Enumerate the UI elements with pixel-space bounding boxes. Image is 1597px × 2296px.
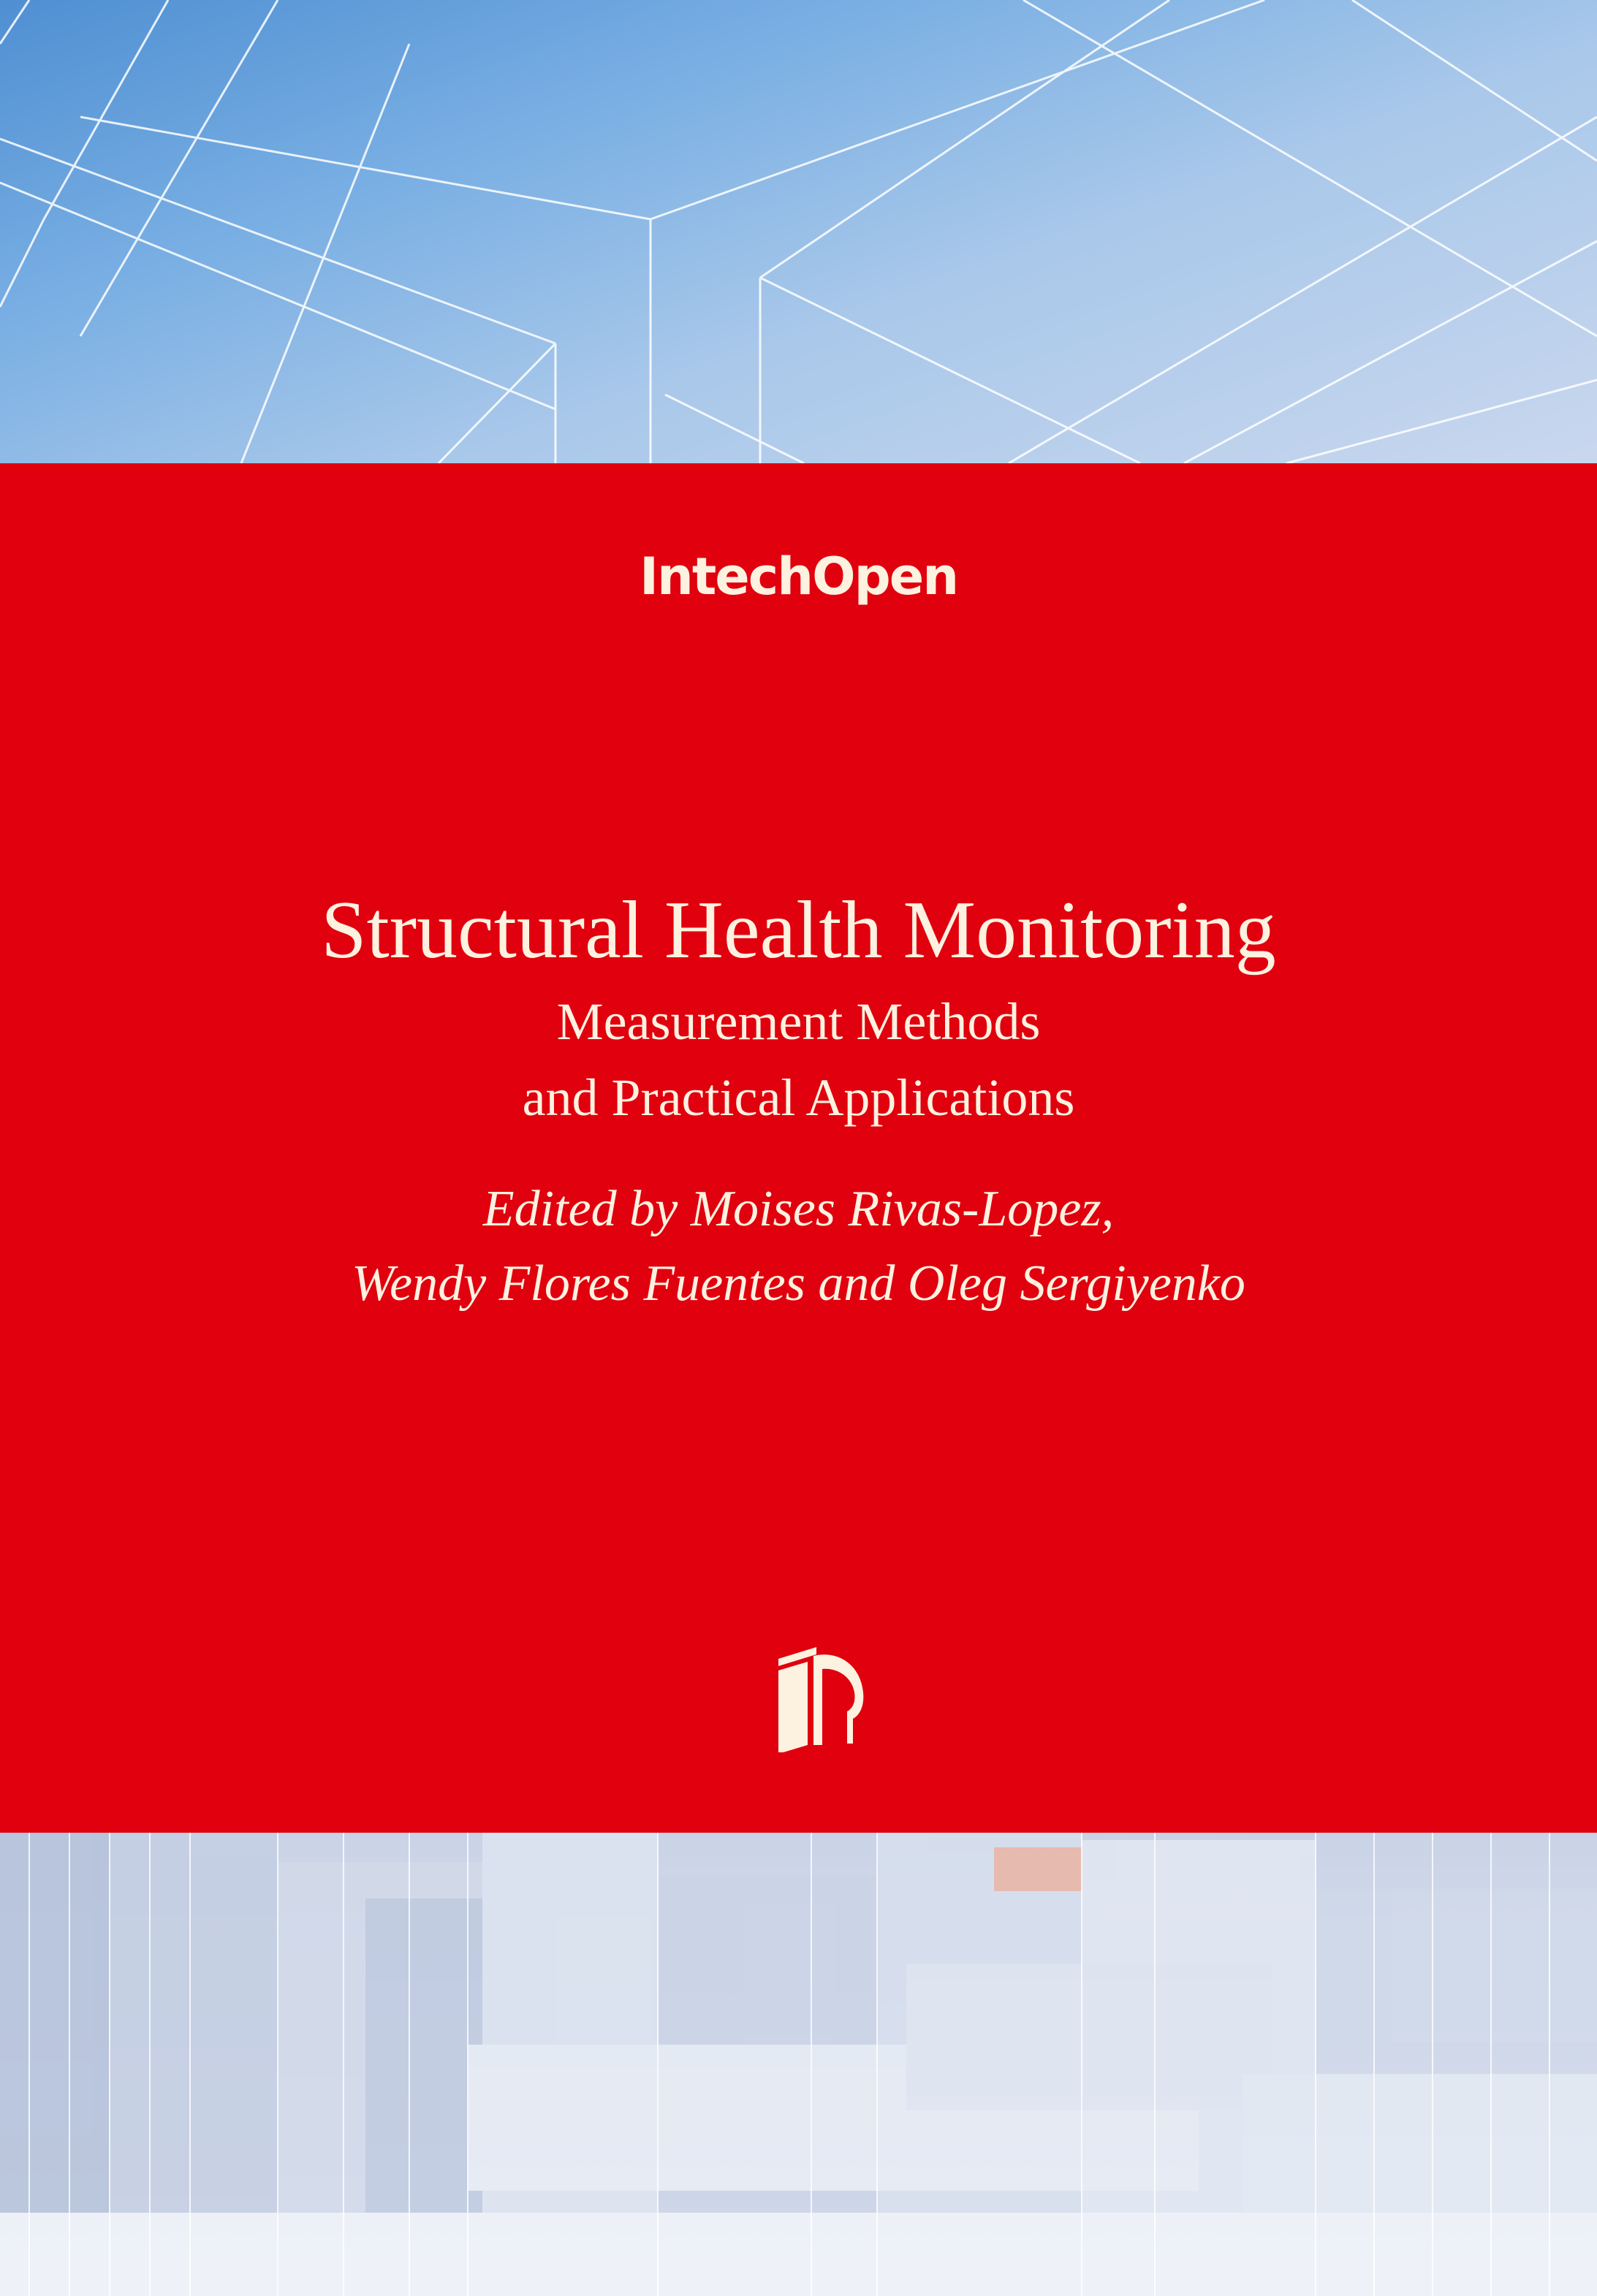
editors-line: Edited by Moises Rivas-Lopez, (482, 1181, 1115, 1237)
top-architecture-image (0, 0, 1597, 463)
bottom-city-image (0, 1833, 1597, 2296)
building-blocks (0, 1833, 1597, 2296)
book-title: Structural Health Monitoring (321, 885, 1276, 976)
book-subtitle (0, 984, 1597, 1136)
subtitle-line: Measurement Methods (556, 992, 1041, 1051)
intechopen-elephant-book-icon (771, 1635, 888, 1752)
editors (0, 1172, 1597, 1321)
subtitle-line: and Practical Applications (522, 1068, 1075, 1127)
editors-line: Wendy Flores Fuentes and Oleg Sergiyenko (352, 1255, 1245, 1312)
publisher-name: IntechOpen (639, 547, 958, 607)
red-title-panel (0, 463, 1597, 1833)
wireframe-lines (0, 0, 1597, 463)
